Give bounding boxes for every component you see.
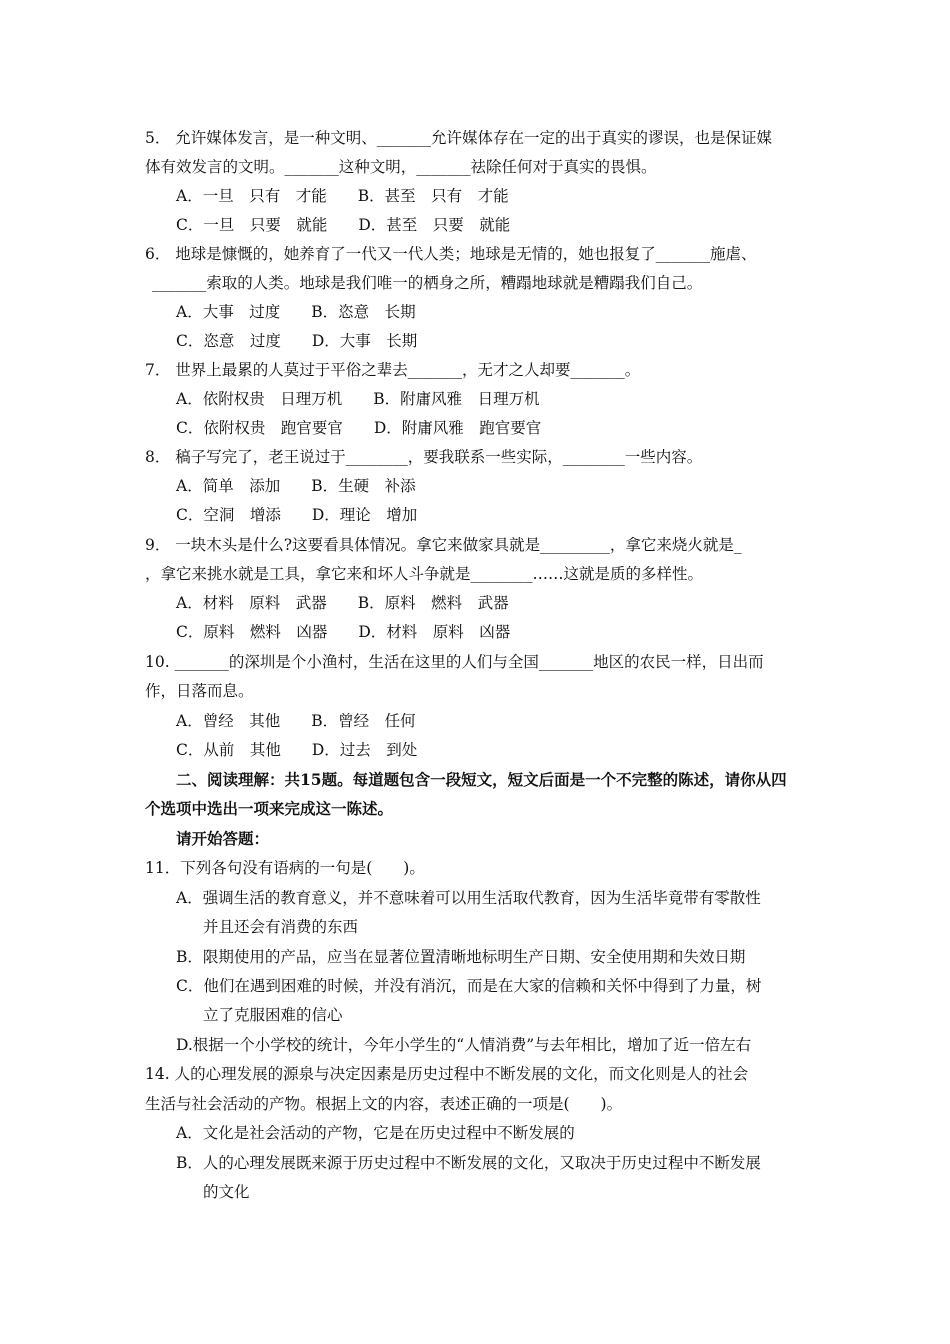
q6-stem-line2: _______索取的人类。地球是我们唯一的栖身之所，糟蹋地球就是糟蹋我们自己。 [152, 274, 703, 292]
q6-stem-line1: 6． 地球是慷慨的，她养育了一代又一代人类；地球是无情的，她也报复了_______施虐、 [145, 245, 757, 263]
q5-stem-line2: 体有效发言的文明。_______这种文明，_______祛除任何对于真实的畏惧。 [145, 158, 657, 176]
q8-options-cd: C．空洞 增添 D．理论 增加 [176, 506, 418, 524]
q5-stem-line1: 5． 允许媒体发言，是一种文明、_______允许媒体存在一定的出于真实的谬误，也是保证媒 [145, 129, 773, 147]
q11-option-d: D.根据一个小学校的统计，今年小学生的“人情消费”与去年相比，增加了近一倍左右 [176, 1036, 752, 1054]
q9-options-ab: A．材料 原料 武器 B．原料 燃料 武器 [176, 594, 509, 612]
q10-options-ab: A．曾经 其他 B．曾经 任何 [176, 712, 416, 730]
section-heading-line1: 二、阅读理解：共15题。每道题包含一段短文，短文后面是一个不完整的陈述，请你从四 [176, 770, 787, 789]
q10-stem-line1: 10. _______的深圳是个小渔村，生活在这里的人们与全国_______地区的农民一样，日出而 [145, 653, 764, 671]
q11-option-c-line1: C．他们在遇到困难的时候，并没有消沉，而是在大家的信赖和关怀中得到了力量，树 [176, 977, 762, 995]
q7-options-cd: C．依附权贵 跑官要官 D．附庸风雅 跑官要官 [176, 419, 542, 437]
q11-option-c-line2: 立了克服困难的信心 [203, 1006, 343, 1024]
q14-option-b-line1: B．人的心理发展既来源于历史过程中不断发展的文化，又取决于历史过程中不断发展 [176, 1154, 761, 1172]
q10-stem-line2: 作，日落而息。 [145, 682, 254, 700]
q8-stem: 8． 稿子写完了，老王说过于________，要我联系一些实际，________一些内容。 [145, 448, 703, 466]
q9-stem-line2: ，拿它来挑水就是工具，拿它来和坏人斗争就是________……这就是质的多样性。 [145, 565, 704, 583]
q10-options-cd: C．从前 其他 D．过去 到处 [176, 741, 418, 759]
q7-options-ab: A．依附权贵 日理万机 B．附庸风雅 日理万机 [176, 390, 540, 408]
q11-option-a-line2: 并且还会有消费的东西 [203, 918, 359, 936]
q7-stem: 7． 世界上最累的人莫过于平俗之辈去_______，无才之人却要_______。 [145, 361, 641, 379]
q11-option-b: B．限期使用的产品，应当在显著位置清晰地标明生产日期、安全使用期和失效日期 [176, 948, 746, 966]
q5-options-ab: A．一旦 只有 才能 B．甚至 只有 才能 [176, 187, 509, 205]
q9-stem-line1: 9． 一块木头是什么?这要看具体情况。拿它来做家具就是_________，拿它来烧火就是_ [145, 536, 742, 554]
q14-option-a: A．文化是社会活动的产物，它是在历史过程中不断发展的 [176, 1124, 575, 1142]
q11-stem: 11．下列各句没有语病的一句是( )。 [145, 859, 425, 877]
q11-option-a-line1: A．强调生活的教育意义，并不意味着可以用生活取代教育，因为生活毕竟带有零散性 [176, 889, 761, 907]
q14-option-b-line2: 的文化 [203, 1183, 250, 1201]
q9-options-cd: C．原料 燃料 凶器 D．材料 原料 凶器 [176, 623, 511, 641]
q8-options-ab: A．简单 添加 B．生硬 补添 [176, 477, 416, 495]
q6-options-cd: C．恣意 过度 D．大事 长期 [176, 332, 418, 350]
q6-options-ab: A．大事 过度 B．恣意 长期 [176, 303, 416, 321]
q14-stem-line2: 生活与社会活动的产物。根据上文的内容，表述正确的一项是( )。 [145, 1095, 623, 1113]
q14-stem-line1: 14. 人的心理发展的源泉与决定因素是历史过程中不断发展的文化，而文化则是人的社会 [145, 1065, 749, 1083]
q5-options-cd: C．一旦 只要 就能 D．甚至 只要 就能 [176, 216, 511, 234]
start-instruction: 请开始答题： [176, 829, 270, 848]
section-heading-line2: 个选项中选出一项来完成这一陈述。 [145, 799, 394, 818]
